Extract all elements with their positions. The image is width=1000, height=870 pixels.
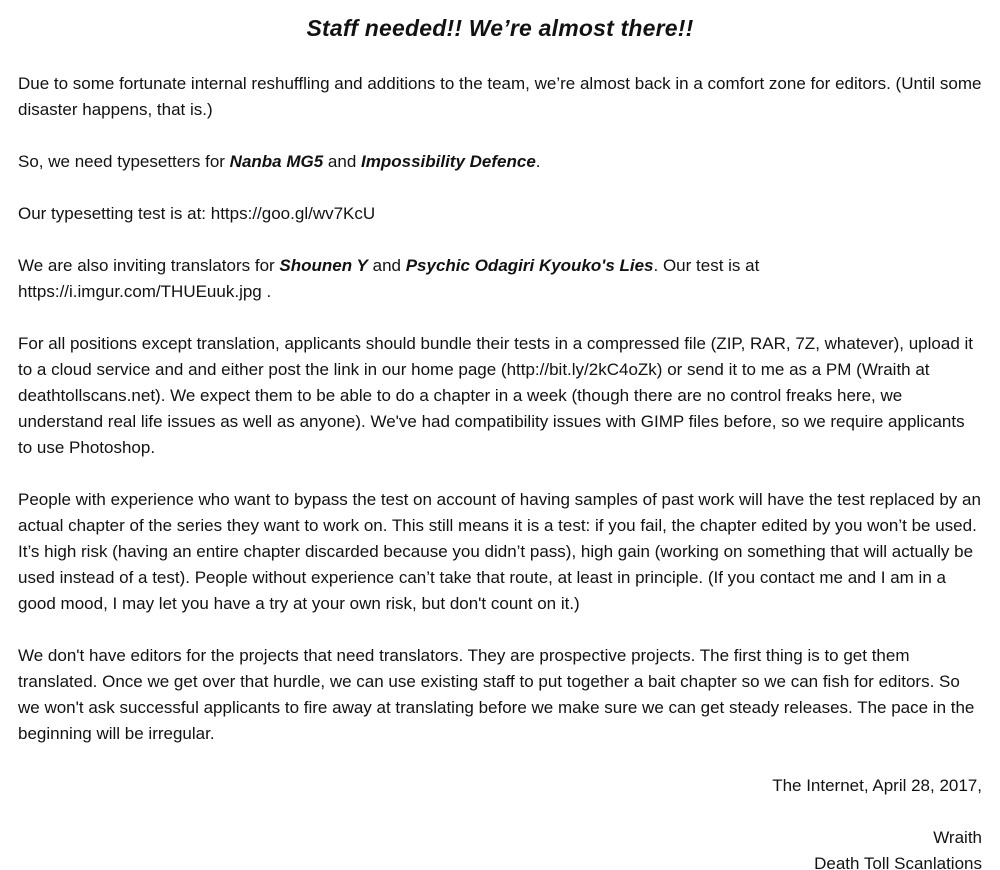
translators-text-mid: and xyxy=(367,256,406,275)
signature-block xyxy=(18,825,982,870)
translators-text-post: . Our test is at https://i.imgur.com/THUEuuk.jpg . xyxy=(18,256,760,301)
typesetters-text-pre: So, we need typesetters for xyxy=(18,152,230,171)
typesetters-text-post: . xyxy=(535,152,541,171)
signature-group: Death Toll Scanlations xyxy=(814,854,982,870)
signature-dateline: The Internet, April 28, 2017, xyxy=(772,776,982,795)
paragraph-typesetters-needed xyxy=(18,149,982,175)
series-title-nanba-mg5: Nanba MG5 xyxy=(229,152,324,171)
paragraph-intro: Due to some fortunate internal reshuffling and additions to the team, we’re almost back in a comfort zone for editors. (Until some disaster happens, that is.) xyxy=(18,74,982,119)
series-title-impossibility-defence: Impossibility Defence xyxy=(361,152,536,171)
paragraph-application-instructions: For all positions except translation, applicants should bundle their tests in a compressed file (ZIP, RAR, 7Z, whatever), upload it to a cloud service and and either post the link in our home page (http://bit.ly/2kC4oZk) or send it to me as a PM (Wraith at deathtollscans.net). We expect them to be able to do a chapter in a week (though there are no control freaks here, we understand real life issues as well as anyone). We've had compatibility issues with GIMP files before, so we require applicants to use Photoshop. xyxy=(18,334,973,457)
paragraph-translators-needed xyxy=(18,253,982,305)
translators-text-pre: We are also inviting translators for xyxy=(18,256,280,275)
paragraph-typesetting-test-url: Our typesetting test is at: https://goo.gl/wv7KcU xyxy=(18,204,376,223)
page-title: Staff needed!! We’re almost there!! xyxy=(306,15,694,41)
series-title-shounen-y: Shounen Y xyxy=(279,256,368,275)
typesetters-text-mid: and xyxy=(323,152,362,171)
paragraph-prospective-projects: We don't have editors for the projects that need translators. They are prospective projects. The first thing is to get them translated. Once we get over that hurdle, we can use existing staff to put together a bait chapter so we can fish for editors. So we won't ask successful applicants to fire away at translating before we make sure we can get steady releases. The pace in the beginning will be irregular. xyxy=(18,646,975,743)
paragraph-experienced-applicants: People with experience who want to bypass the test on account of having samples of past work will have the test replaced by an actual chapter of the series they want to work on. This still means it is a test: if you fail, the chapter edited by you won’t be used. It’s high risk (having an entire chapter discarded because you didn’t pass), high gain (working on something that will actually be used instead of a test). People without experience can’t take that route, at least in principle. (If you contact me and I am in a good mood, I may let you have a try at your own risk, but don't count on it.) xyxy=(18,490,981,613)
signature-name: Wraith xyxy=(933,828,982,847)
series-title-psychic-odagiri-kyoukos-lies: Psychic Odagiri Kyouko's Lies xyxy=(405,256,654,275)
